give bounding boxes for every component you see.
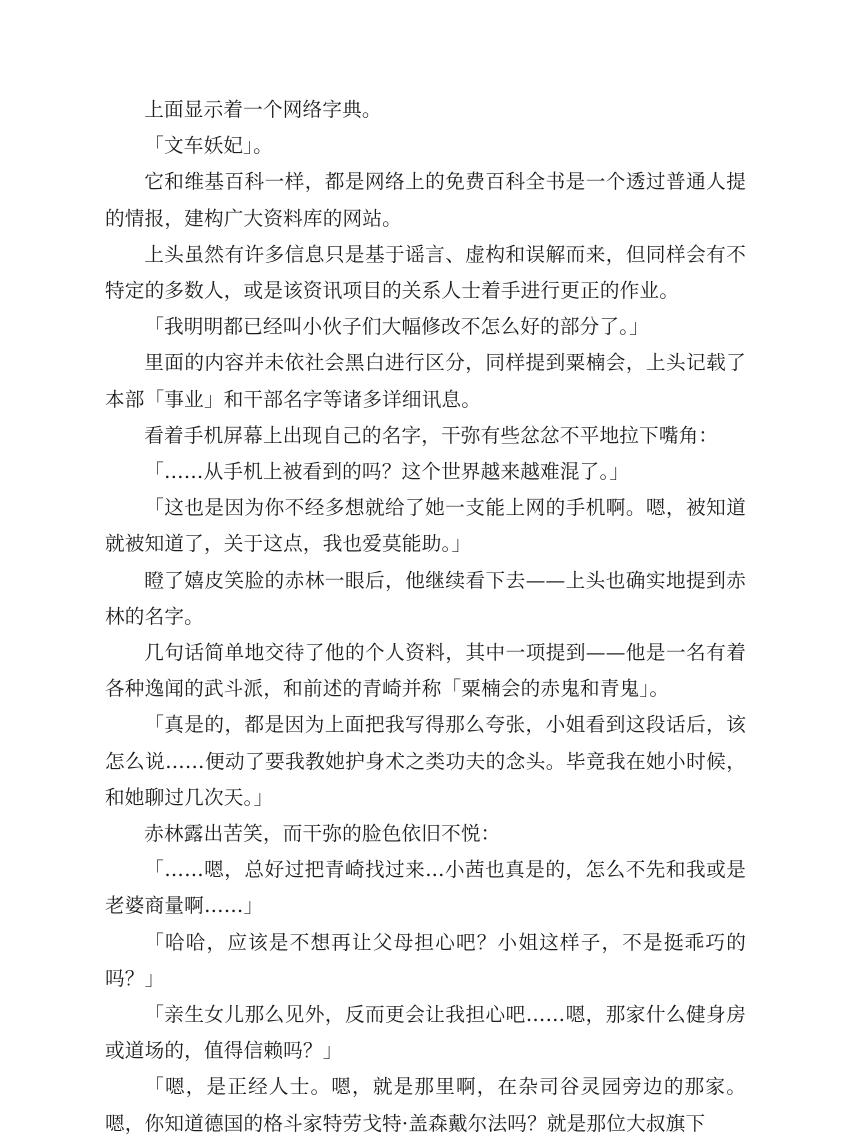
paragraph: 上面显示着一个网络字典。 <box>144 98 382 121</box>
paragraph: 「……嗯，总好过把青崎找过来...小茜也真是的，怎么不先和我或是老婆商量啊……」 <box>105 858 746 918</box>
paragraph: 瞪了嬉皮笑脸的赤林一眼后，他继续看下去——上头也确实地提到赤林的名字。 <box>105 568 746 628</box>
paragraph: 里面的内容并未依社会黑白进行区分，同样提到粟楠会，上头记载了本部「事业」和干部名字等诸多详细讯息。 <box>105 351 746 411</box>
paragraph: 「这也是因为你不经多想就给了她一支能上网的手机啊。嗯，被知道就被知道了，关于这点，我也爱莫能助。」 <box>105 496 746 556</box>
paragraph: 「我明明都已经叫小伙子们大幅修改不怎么好的部分了。」 <box>144 315 650 339</box>
paragraph: 「嗯，是正经人士。嗯，就是那里啊，在杂司谷灵园旁边的那家。嗯，你知道德国的格斗家特劳戈特·盖森戴尔法吗？就是那位大叔旗下 <box>105 1075 746 1135</box>
paragraph: 几句话简单地交待了他的个人资料，其中一项提到——他是一名有着各种逸闻的武斗派，和前述的青崎并称「粟楠会的赤鬼和青鬼」。 <box>105 641 746 701</box>
paragraph: 「真是的，都是因为上面把我写得那么夸张，小姐看到这段话后，该怎么说……便动了要我教她护身术之类功夫的念头。毕竟我在她小时候，和她聊过几次天。」 <box>105 713 746 809</box>
paragraph: 它和维基百科一样，都是网络上的免费百科全书是一个透过普通人提的情报，建构广大资料库的网站。 <box>105 170 746 230</box>
paragraph: 赤林露出苦笑，而干弥的脸色依旧不悦： <box>144 822 501 846</box>
paragraph: 「亲生女儿那么见外，反而更会让我担心吧……嗯，那家什么健身房或道场的，值得信赖吗？」 <box>105 1003 746 1063</box>
body-text-column <box>105 92 746 1142</box>
paragraph: 「哈哈，应该是不想再让父母担心吧？小姐这样子，不是挺乖巧的吗？」 <box>105 930 746 990</box>
paragraph: 看着手机屏幕上出现自己的名字，干弥有些忿忿不平地拉下嘴角： <box>144 423 719 447</box>
paragraph: 上头虽然有许多信息只是基于谣言、虚构和误解而来，但同样会有不特定的多数人，或是该资讯项目的关系人士着手进行更正的作业。 <box>105 242 746 303</box>
paragraph: 「……从手机上被看到的吗？这个世界越来越难混了。」 <box>144 460 630 484</box>
paragraph: 「文车妖妃」。 <box>144 134 273 158</box>
